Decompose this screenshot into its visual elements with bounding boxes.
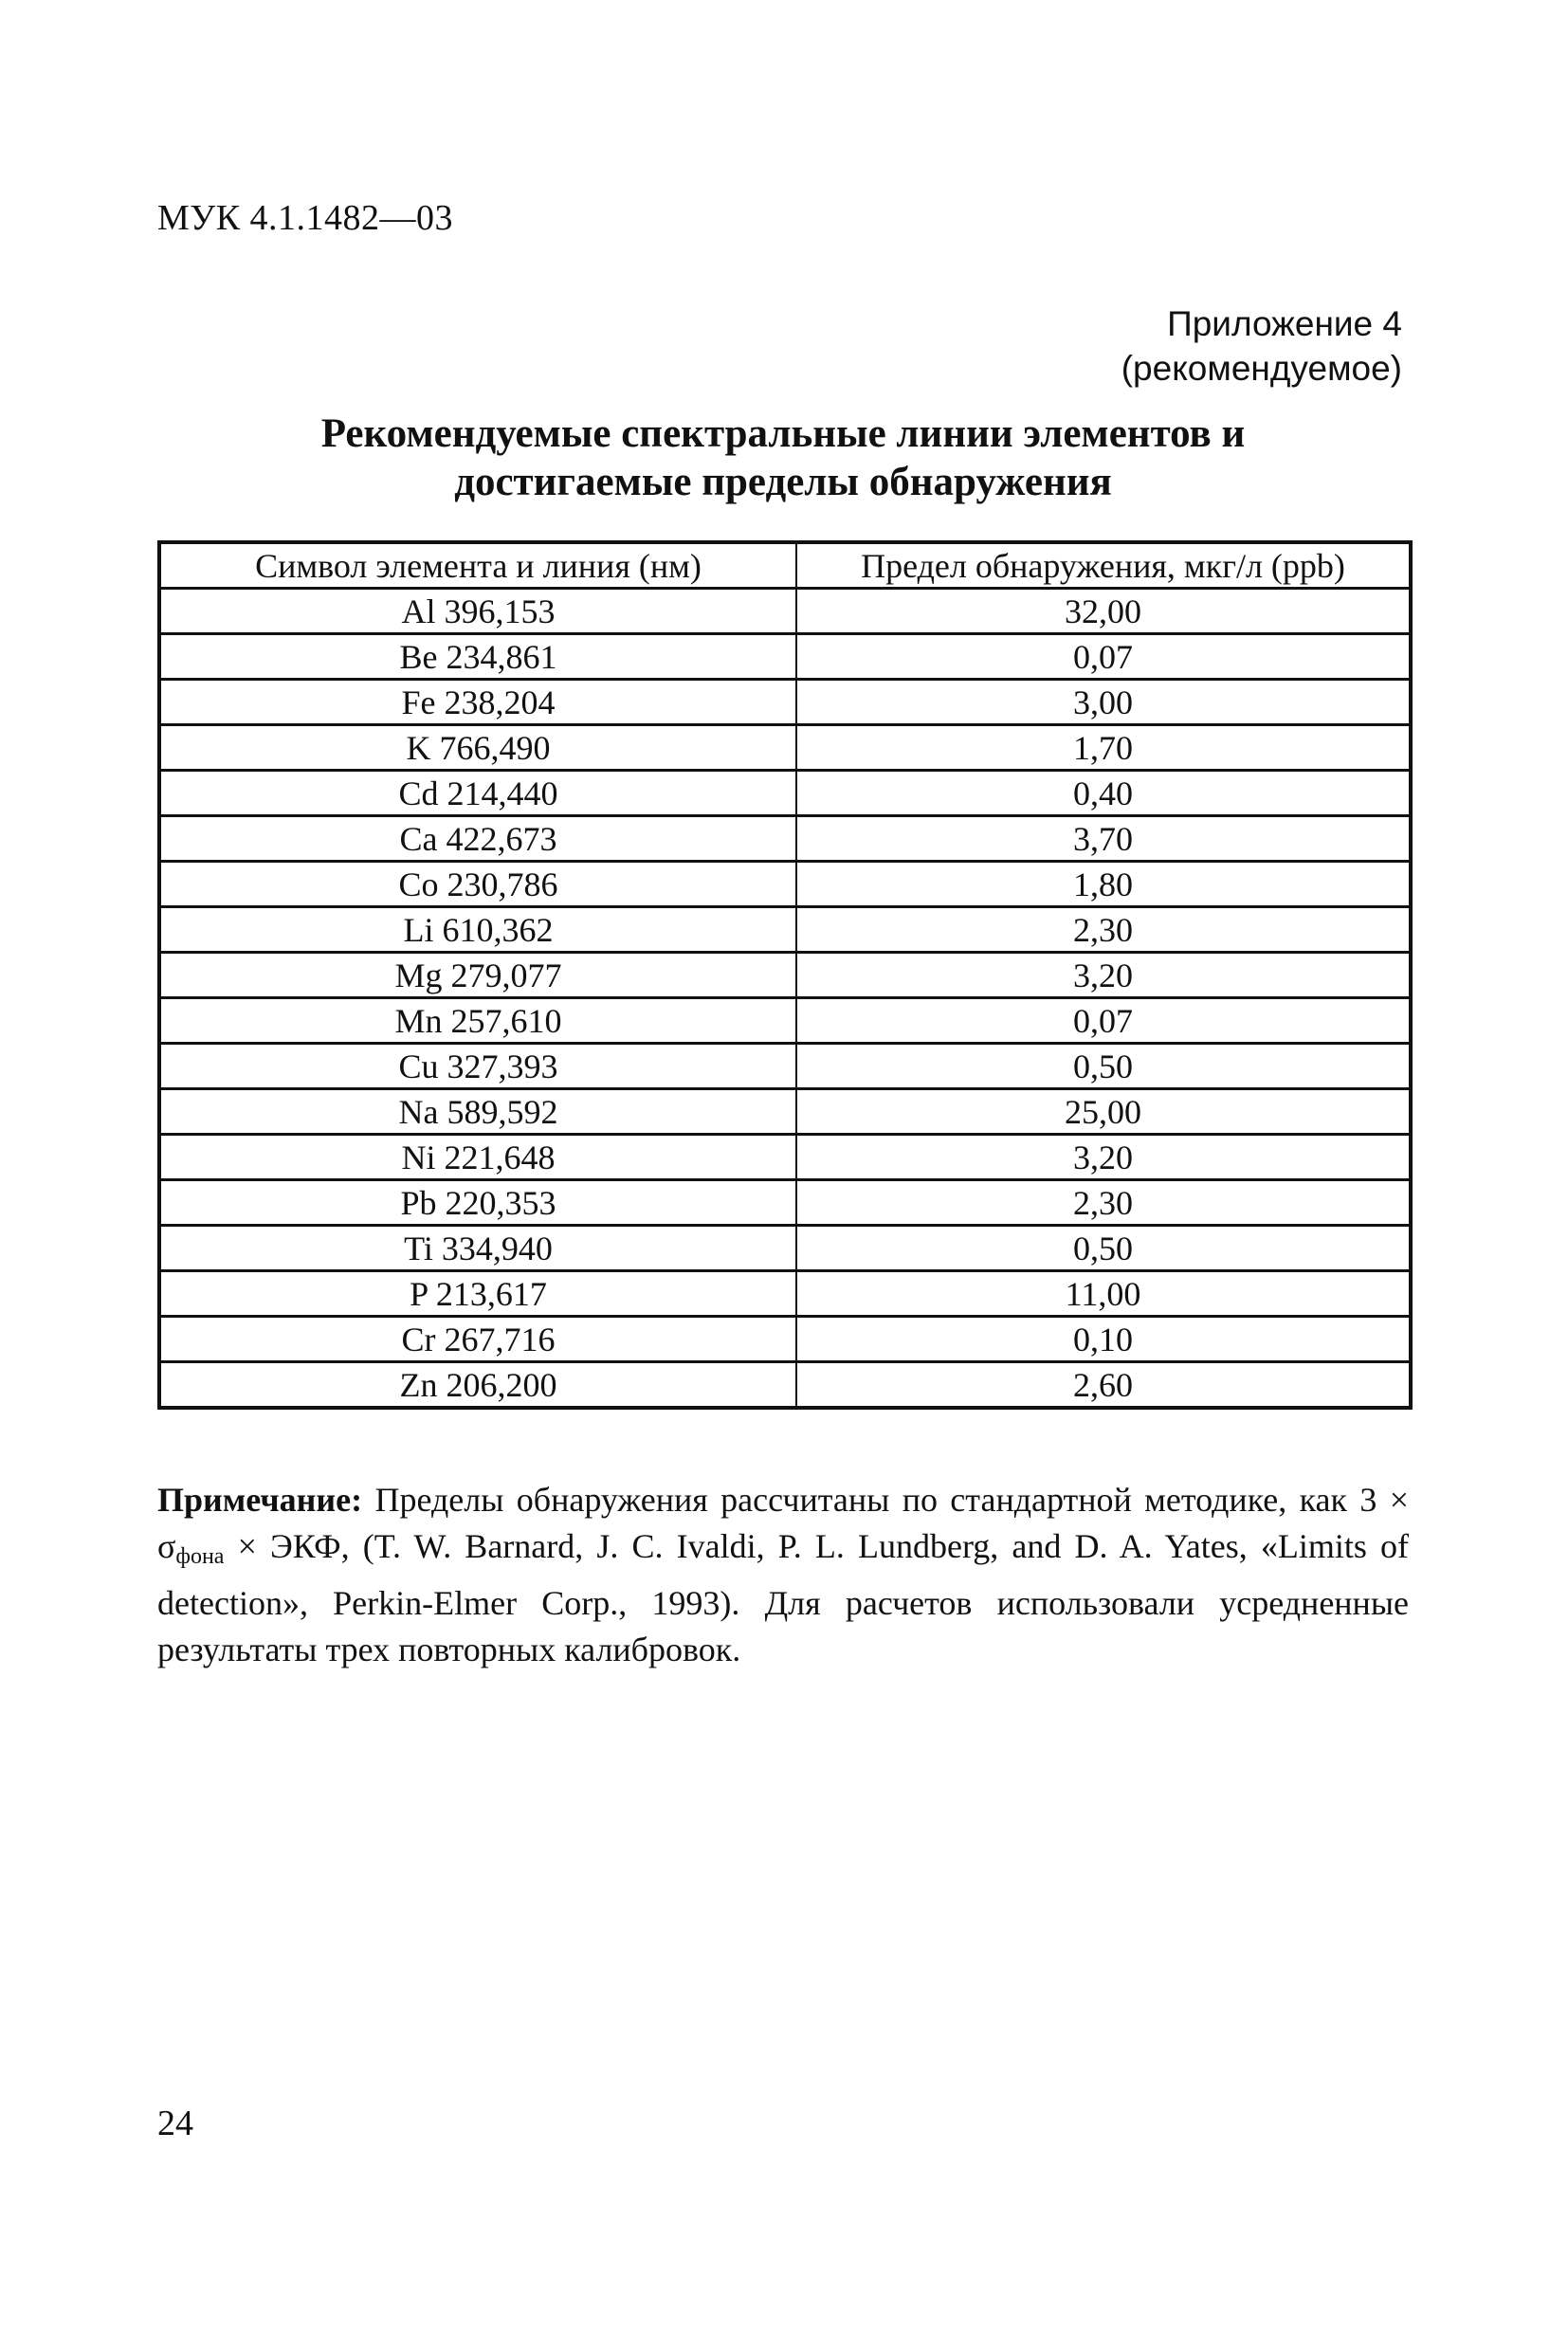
table-row xyxy=(159,953,1411,998)
detection-limit-cell: 2,30 xyxy=(796,1180,1411,1226)
note-paragraph xyxy=(157,1477,1409,1673)
element-line-cell: Cd 214,440 xyxy=(159,771,796,816)
table-row xyxy=(159,1226,1411,1271)
table-row xyxy=(159,1044,1411,1089)
table-row xyxy=(159,680,1411,725)
table-header-row xyxy=(159,542,1411,589)
element-line-cell: Co 230,786 xyxy=(159,862,796,907)
detection-limit-cell: 1,80 xyxy=(796,862,1411,907)
table-row xyxy=(159,634,1411,680)
element-line-cell: Na 589,592 xyxy=(159,1089,796,1135)
table-row xyxy=(159,725,1411,771)
detection-limits-table xyxy=(157,540,1413,1410)
table-row xyxy=(159,998,1411,1044)
detection-limit-cell: 0,07 xyxy=(796,634,1411,680)
note-subscript: фона xyxy=(175,1544,225,1569)
element-line-cell: Ca 422,673 xyxy=(159,816,796,862)
element-line-cell: Be 234,861 xyxy=(159,634,796,680)
detection-limit-cell: 3,70 xyxy=(796,816,1411,862)
detection-limit-cell: 1,70 xyxy=(796,725,1411,771)
table-row xyxy=(159,816,1411,862)
element-line-cell: Cu 327,393 xyxy=(159,1044,796,1089)
detection-limit-cell: 0,07 xyxy=(796,998,1411,1044)
element-line-cell: Cr 267,716 xyxy=(159,1317,796,1362)
table-row xyxy=(159,1180,1411,1226)
note-text-after: × ЭКФ, (T. W. Barnard, J. C. Ivaldi, P. L. Lundberg, and D. A. Yates, «Limits of detection», Perkin-Elmer Corp., 1993). Для расчетов использовали усредненные результаты трех повторных калибровок. xyxy=(157,1527,1409,1668)
table-row xyxy=(159,589,1411,634)
table-row xyxy=(159,1271,1411,1317)
detection-limit-cell: 3,20 xyxy=(796,1135,1411,1180)
detection-limit-cell: 25,00 xyxy=(796,1089,1411,1135)
table-body xyxy=(159,589,1411,1409)
element-line-cell: Mg 279,077 xyxy=(159,953,796,998)
detection-limit-cell: 2,60 xyxy=(796,1362,1411,1409)
element-line-cell: Zn 206,200 xyxy=(159,1362,796,1409)
column-header-element-line: Символ элемента и линия (нм) xyxy=(159,542,796,589)
table-row xyxy=(159,771,1411,816)
table-row xyxy=(159,1089,1411,1135)
table-row xyxy=(159,1135,1411,1180)
detection-limit-cell: 0,50 xyxy=(796,1044,1411,1089)
appendix-number: Приложение 4 xyxy=(1167,304,1402,343)
table-row xyxy=(159,862,1411,907)
element-line-cell: Fe 238,204 xyxy=(159,680,796,725)
appendix-status: (рекомендуемое) xyxy=(1121,349,1402,388)
detection-limit-cell: 0,50 xyxy=(796,1226,1411,1271)
element-line-cell: K 766,490 xyxy=(159,725,796,771)
element-line-cell: Pb 220,353 xyxy=(159,1180,796,1226)
table-title xyxy=(157,410,1409,506)
element-line-cell: Ni 221,648 xyxy=(159,1135,796,1180)
detection-limit-cell: 3,20 xyxy=(796,953,1411,998)
element-line-cell: Li 610,362 xyxy=(159,907,796,953)
table-row xyxy=(159,1362,1411,1409)
detection-limit-cell: 2,30 xyxy=(796,907,1411,953)
detection-limit-cell: 11,00 xyxy=(796,1271,1411,1317)
page-number: 24 xyxy=(157,2104,193,2143)
element-line-cell: Ti 334,940 xyxy=(159,1226,796,1271)
document-code: МУК 4.1.1482—03 xyxy=(157,198,454,238)
detection-limit-cell: 32,00 xyxy=(796,589,1411,634)
note-label: Примечание: xyxy=(157,1481,363,1519)
detection-limit-cell: 3,00 xyxy=(796,680,1411,725)
note-text-before: Пределы обнаружения рассчитаны по стандартной методике, как 3 × σ xyxy=(157,1481,1409,1565)
table-title-line-2: достигаемые пределы обнаружения xyxy=(454,460,1112,504)
element-line-cell: Al 396,153 xyxy=(159,589,796,634)
element-line-cell: Mn 257,610 xyxy=(159,998,796,1044)
table-row xyxy=(159,907,1411,953)
appendix-label xyxy=(1121,301,1402,391)
detection-limit-cell: 0,40 xyxy=(796,771,1411,816)
table-title-line-1: Рекомендуемые спектральные линии элементов и xyxy=(320,411,1246,456)
detection-limit-cell: 0,10 xyxy=(796,1317,1411,1362)
element-line-cell: P 213,617 xyxy=(159,1271,796,1317)
table-row xyxy=(159,1317,1411,1362)
column-header-detection-limit: Предел обнаружения, мкг/л (ppb) xyxy=(796,542,1411,589)
